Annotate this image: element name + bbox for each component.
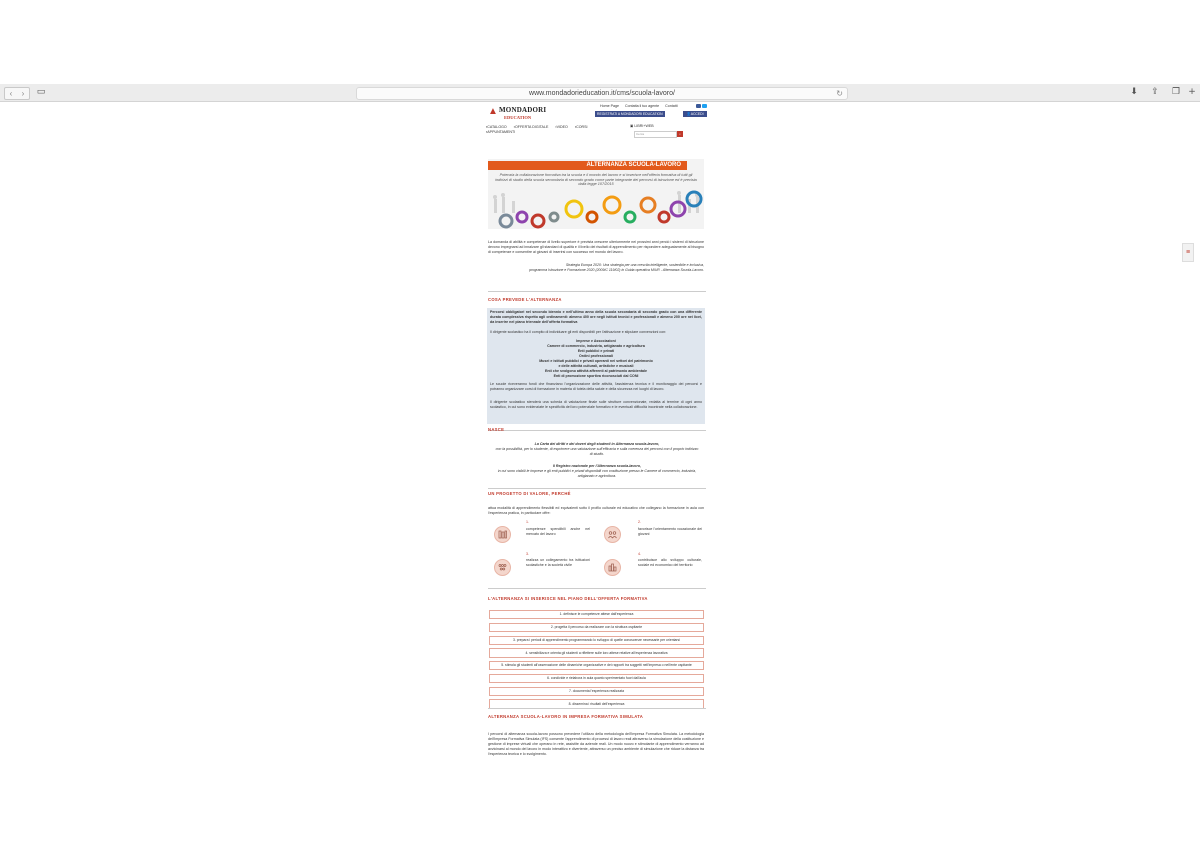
libri-web-label: LIBRI+WEB — [634, 124, 654, 128]
step-item: 8. dissemina i risultati dell'esperienza — [489, 699, 704, 708]
divider — [488, 488, 706, 489]
forward-icon[interactable]: › — [21, 89, 25, 98]
plus-icon[interactable]: + — [1188, 87, 1196, 97]
step-item: 4. sensibilizza e orienta gli studenti a riflettere sulle loro attese relative all'esperienza lavorativa — [489, 648, 704, 657]
nav-label: APPUNTAMENTI — [487, 130, 516, 134]
info-paragraph: Le scuole riceveranno fondi che finanziano l'organizzazione delle attività, l'assistenza tecnica e il monitoraggio dei percorsi e potranno organizzare corsi di formazione in materia di tutela della salute e della sicurezza nei luoghi di lavoro. — [490, 382, 702, 391]
value-text: realizza un collegamento tra istituzioni scolastiche e la società civile — [526, 558, 590, 567]
group-icon — [494, 559, 511, 576]
info-box — [487, 308, 705, 424]
nav-item-appuntamenti[interactable]: ▪APPUNTAMENTI — [486, 130, 516, 134]
url-text: www.mondadorieducation.it/cms/scuola-lavoro/ — [529, 90, 675, 97]
nasce-heading: Il Registro nazionale per l'Alternanza scuola-lavoro, — [552, 464, 642, 468]
tabs-icon[interactable]: ❐ — [1171, 87, 1181, 97]
info-paragraph: Il dirigente scolastico stenderà una scheda di valutazione finale sulle strutture convenzionate, redatta al termine di ogni anno scolastico, in cui sono evidenziate le specificità del loro potenziale formativo e le eventuali difficoltà incontrate nella collaborazione. — [490, 400, 702, 409]
info-paragraph: Il dirigente scolastico ha il compito di individuare gli enti disponibili per l'attivazione e stipulare convenzioni con: — [490, 330, 667, 334]
login-button[interactable] — [683, 111, 707, 117]
user-icon: 👤 — [686, 112, 691, 116]
book-icon: ▣ — [630, 124, 635, 128]
section-title-piano: L'ALTERNANZA SI INSERISCE NEL PIANO DELL'OFFERTA FORMATIVA — [488, 596, 648, 601]
nasce-text: in cui sono visibili le imprese e gli enti pubblici e privati disponibili con costituzione presso le Camere di commercio, industria, artigianato e agricoltura. — [497, 469, 697, 478]
search-icon[interactable]: ⌕ — [677, 131, 683, 137]
nav-label: CATALOGO — [487, 125, 507, 129]
top-links — [600, 104, 683, 109]
section-title-simulata: ALTERNANZA SCUOLA-LAVORO IN IMPRESA FORMATIVA SIMULATA — [488, 714, 644, 719]
step-item: 3. prepara i periodi di apprendimento programmando lo sviluppo di quelle conoscenze necessarie per orientarsi — [489, 636, 704, 645]
step-item: 1. definisce le competenze attese dall'esperienza — [489, 610, 704, 619]
mondadori-logo[interactable] — [488, 106, 548, 122]
address-bar[interactable] — [356, 87, 848, 100]
value-text: contribuisce allo sviluppo culturale, sociale ed economico del territorio — [638, 558, 702, 567]
social-links — [696, 104, 708, 110]
entity-item: Musei e istituti pubblici e privati operanti nei settori del patrimonio — [539, 359, 653, 363]
nasce-heading: La Carta dei diritti e dei doveri degli studenti in Alternanza scuola-lavoro, — [534, 442, 660, 446]
section-title-cosa: COSA PREVEDE L'ALTERNANZA — [488, 297, 562, 302]
sidebar-icon[interactable]: ▭ — [36, 87, 46, 97]
reload-icon[interactable]: ↻ — [836, 89, 843, 98]
nasce-paragraph — [494, 464, 700, 479]
citation-line: programma Istruzione e Formazione 2020 (2009/C 119/02) in Guida operativa MIUR - Alternanza Scuola-Lavoro. — [529, 268, 704, 272]
valore-intro: attua modalità di apprendimento flessibili ed equivalenti sotto il profilo culturale ed educativo che collegano la formazione in aula con l'esperienza pratica, in particolare offre: — [488, 506, 704, 515]
back-icon[interactable]: ‹ — [9, 89, 13, 98]
citation-line: Strategia Europa 2020: Una strategia per una crescita intelligente, sostenibile e inclusiva, — [565, 263, 704, 267]
value-text: competenze spendibili anche nel mercato del lavoro — [526, 527, 590, 536]
city-icon — [604, 559, 621, 576]
divider — [488, 430, 706, 431]
share-icon[interactable]: ⇪ — [1151, 87, 1159, 97]
register-button[interactable]: REGISTRATI A MONDADORI EDUCATION — [597, 112, 663, 116]
contacts-link[interactable]: Contatti — [665, 104, 678, 108]
browser-toolbar — [0, 84, 1200, 102]
twitter-icon[interactable] — [702, 104, 707, 108]
divider — [488, 588, 706, 589]
value-number: 3. — [526, 552, 529, 556]
search-input[interactable]: Cerca — [634, 131, 677, 138]
value-number: 4. — [638, 552, 641, 556]
divider — [488, 291, 706, 292]
entity-item: Enti che svolgono attività afferenti al patrimonio ambientale — [544, 369, 648, 373]
step-item: 2. progetta il percorso da realizzare con la struttura ospitante — [489, 623, 704, 632]
section-title-valore: UN PROGETTO DI VALORE, PERCHÉ — [488, 491, 571, 496]
intro-paragraph: La domanda di abilità e competenze di livello superiore è prevista crescere ulteriormente nei prossimi anni perciò i sistemi di istruzione devono impegnarsi ad innalzare gli standard di qualità e il livello dei risultati di apprendimento per rispondere adeguatamente al bisogno di competenze e consentire ai giovani di inserirsi con successo nel mondo del lavoro. — [488, 240, 704, 254]
login-label: ACCEDI — [690, 112, 704, 116]
value-number: 1. — [526, 520, 529, 524]
divider — [488, 708, 706, 709]
step-item: 5. stimola gli studenti all'osservazione delle dinamiche organizzative e dei rapporti tra soggetti nell'impresa o nell'ente ospitante — [489, 661, 704, 670]
value-number: 2. — [638, 520, 641, 524]
nav-label: CORSI — [576, 125, 588, 129]
entity-item: Imprese e Associazioni — [576, 339, 616, 343]
logo-subtitle: EDUCATION — [504, 115, 532, 120]
people-icon — [604, 526, 621, 543]
side-tab-icon[interactable]: ≡ — [1182, 243, 1194, 262]
step-item: 7. documenta l'esperienza realizzata — [489, 687, 704, 696]
entity-item: e delle attività culturali, artistiche e musicali — [558, 364, 634, 368]
intro-citation — [488, 263, 704, 273]
section-title-nasce: NASCE — [488, 427, 505, 432]
tools-icon — [494, 526, 511, 543]
libri-web-link[interactable] — [630, 124, 654, 129]
entity-item: Enti di promozione sportiva riconosciuti dal CONI — [553, 374, 639, 378]
value-text: favorisce l'orientamento vocazionale dei giovani — [638, 527, 702, 536]
facebook-icon[interactable] — [696, 104, 701, 108]
logo-mark-icon: ▲ — [488, 106, 498, 117]
hero-title: ALTERNANZA SCUOLA-LAVORO — [488, 161, 687, 170]
info-paragraph: Percorsi obbligatori nel secondo biennio e nell'ultimo anno della scuola secondaria di secondo grado con una differente durata complessiva rispetto agli ordinamenti: almeno 400 ore negli istituti tecnici e professionali e almeno 200 ore nei licei, da inserire nel piano triennale dell'offerta formativa — [490, 310, 702, 324]
nasce-paragraph — [494, 442, 700, 457]
entity-item: Camere di commercio, industria, artigianato e agricoltura — [547, 344, 645, 348]
nav-item-catalogo[interactable]: ▪CATALOGO — [486, 125, 507, 129]
entity-item: Enti pubblici e privati — [577, 349, 615, 353]
home-link[interactable]: Home Page — [600, 104, 619, 108]
main-nav — [486, 125, 626, 135]
agent-link[interactable]: Contatta il tuo agente — [624, 104, 660, 108]
nav-item-offerta[interactable]: ▪OFFERTA DIGITALE — [513, 125, 549, 129]
nav-label: OFFERTA DIGITALE — [515, 125, 549, 129]
entity-item: Ordini professionali — [579, 354, 613, 358]
simulata-paragraph: I percorsi di alternanza scuola-lavoro possono prevedere l'utilizzo della metodologia dell'Impresa Formativa Simulata. La metodologia dell'Impresa Formativa Simulata (IFS) consente l'apprendimento di processi di lavoro reali attraverso la simulazione della costituzione e gestione di imprese virtuali che operano in rete, assistite da aziende reali. Un modo nuovo e stimolante di apprendimento verranno ad avvicinarsi al mondo del lavoro in modo interattivo e divertente, attraverso un preciso ambiente di simulazione che riduce la distanza tra l'esperienza teorica e lo svolgimento. — [488, 732, 704, 756]
nav-item-corsi[interactable]: ▪CORSI — [574, 125, 588, 129]
step-item: 6. condivide e rielabora in aula quanto sperimentato fuori dall'aula — [489, 674, 704, 683]
hero-banner — [488, 159, 704, 229]
download-icon[interactable]: ⬇ — [1130, 87, 1138, 97]
logo-name: MONDADORI — [499, 106, 547, 114]
history-nav — [4, 87, 30, 100]
nav-item-video[interactable]: ▪VIDEO — [555, 125, 568, 129]
entity-list — [490, 339, 702, 379]
nasce-text: con la possibilità, per lo studente, di esprimere una valutazione sull'efficacia e sulla coerenza dei percorsi con il proprio indirizzo di studio. — [495, 447, 699, 456]
web-viewport — [0, 102, 1200, 758]
hero-text: Potenzia la collaborazione formativa tra la scuola e il mondo del lavoro e si inserisce nell'offerta formativa di tutti gli indirizzi di studio della scuola secondaria di secondo grado come parte integrante dei percorsi di istruzione ed è prevista dalla legge 107/2015 — [495, 173, 697, 187]
nav-label: VIDEO — [556, 125, 568, 129]
web-page — [486, 102, 708, 758]
steps-list — [489, 610, 704, 712]
